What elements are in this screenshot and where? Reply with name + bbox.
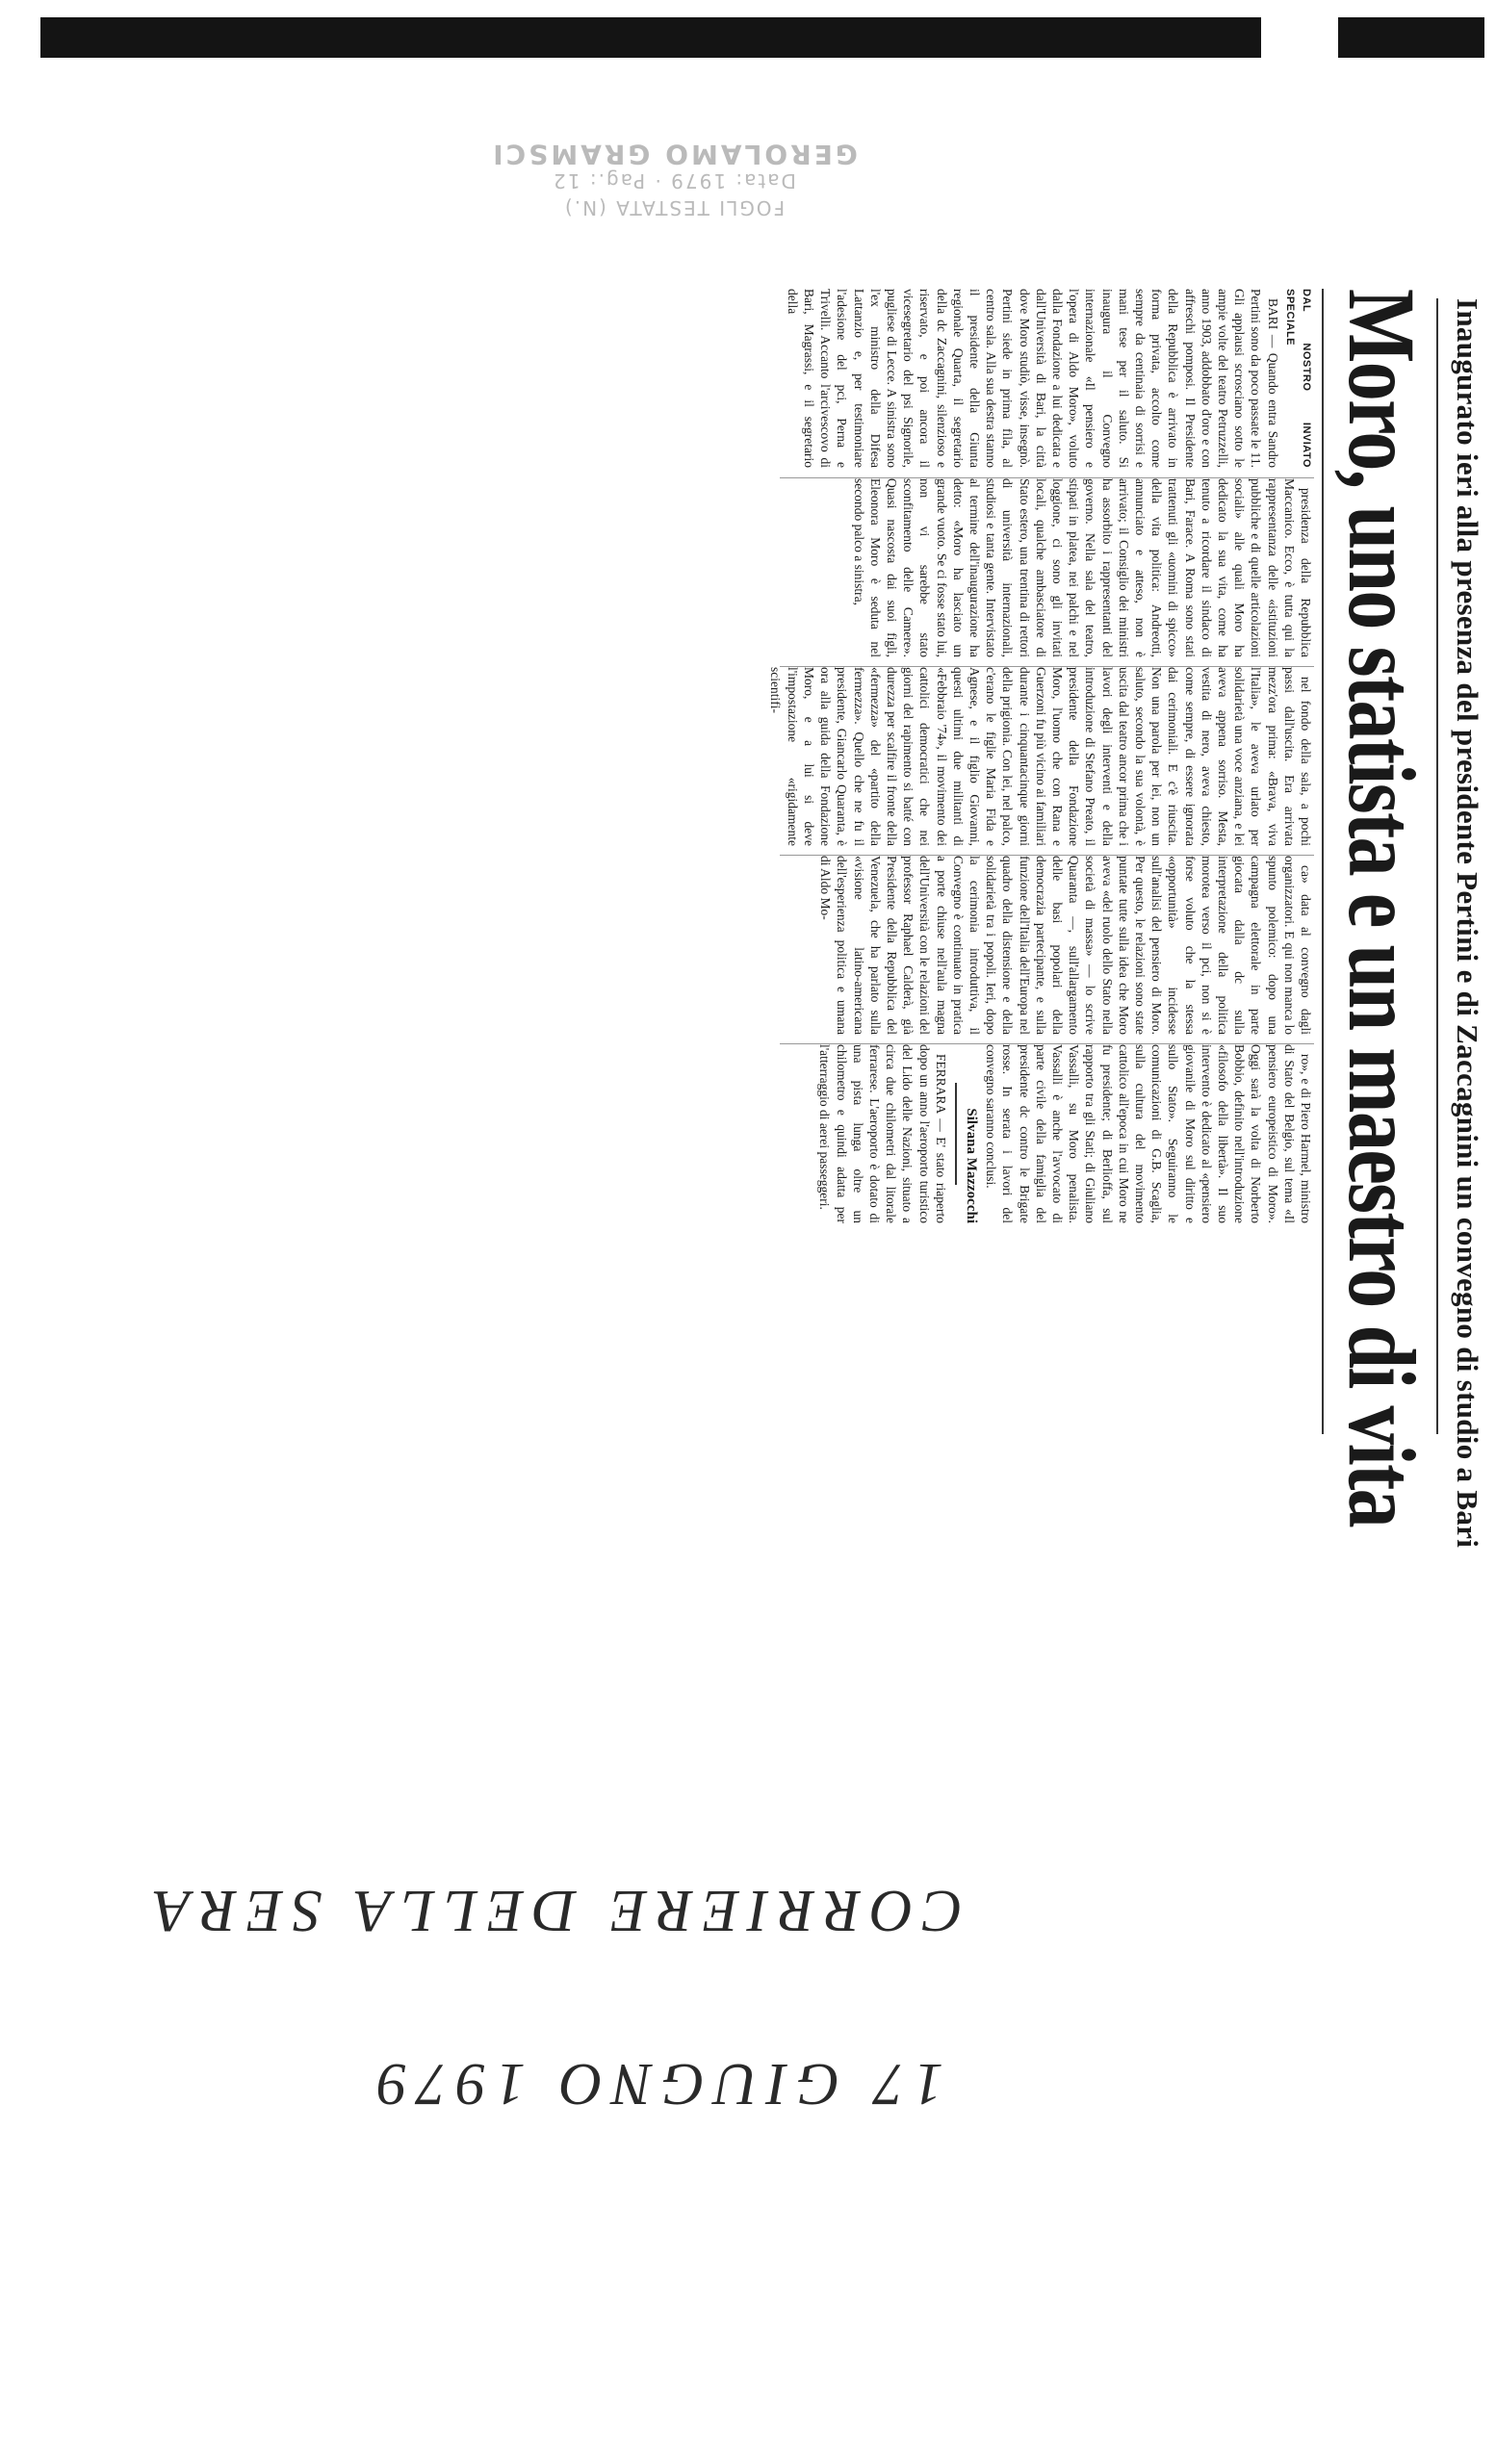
column-3-text: nel fondo della sala, a pochi passi dall'uscita. Era arrivata mezz'ora prima: «Brava, viva l'Italia», le aveva urlato per solidarietà una voce anziana, e lei aveva appena sorriso. Mesta, vestita di nero, aveva chiesto, come sempre, di essere ignorata dai cerimoniali. E c'è riuscita. Non una parola per lei, non un saluto, secondo la sua volontà, è uscita dal teatro ancor prima che i lavori degli interventi e della introduzione di Stefano Preato, il presidente della Fondazione Moro, l'uomo che con Rana e Guerzoni fu più vicino ai familiari durante i cinquantacinque giorni della prigionia. Con lei, nel palco, c'erano le figlie Maria Fida e Agnese, e il figlio Giovanni, questi ultimi due militanti di «Febbraio '74», il movimento dei cattolici democratici che nei giorni del rapimento si batté con durezza per scalfire il fronte della «fermezza» del «partito della fermezza». Quello che ne fu il presidente, Giancarlo Quaranta, è ora alla guida della Fondazione Moro, e a lui si deve l'impostazione «rigidamente scientifi- bbox=[768, 667, 1313, 846]
article-column-1 bbox=[780, 289, 1314, 468]
column-4-text: ca» data al convegno dagli organizzatori. E qui non manca lo spunto polemico: dopo una campagna elettorale in parte giocata dalla dc sulla interpretazione della politica morotea verso il pci, non si è forse voluto che la stessa «opportunità» incidesse sull'analisi del pensiero di Moro. Per questo, le relazioni sono state puntate tutte sulla idea che Moro aveva «del ruolo dello Stato nella società di massa» — lo scrive Quaranta —, sull'allargamento delle basi popolari della democrazia partecipante, e sulla funzione dell'Italia dell'Europa nel quadro della distensione e della solidarietà tra i popoli. Ieri, dopo la cerimonia introduttiva, il Convegno è continuato in pratica a porte chiuse nell'aula magna dell'Università con le relazioni del professor Raphael Calderà, già Presidente della Repubblica del Venezuela, che ha parlato sulla «visione latino-americana dell'esperienza politica e umana di Aldo Mo- bbox=[818, 856, 1313, 1035]
article-column-5 bbox=[780, 1043, 1314, 1223]
headline-rule bbox=[1322, 289, 1324, 1434]
article-byline: Silvana Mazzocchi bbox=[963, 1108, 979, 1223]
column-1-text: BARI — Quando entra Sandro Pertini sono da poco passate le 11. Gli applausi scrosciano sotto le ampie volte del teatro Petruzzelli, anno 1903, addobbato d'oro e con affreschi pomposi. Il Presidente della Repubblica è arrivato in forma privata, accolto come sempre da centinaia di sorrisi e mani tese per il saluto. Si inaugura il Convegno internazionale «Il pensiero e l'opera di Aldo Moro», voluto dalla Fondazione a lui dedicata e dall'Università di Bari, la città dove Moro studiò, visse, insegnò. Pertini siede in prima fila, al centro sala. Alla sua destra stanno il presidente della Giunta regionale Quarta, il segretario della dc Zaccagnini, silenzioso e riservato, e poi ancora il vicesegretario del psi Signorile, pugliese di Lecce. A sinistra sono l'ex ministro della Difesa Lattanzio e, per testimoniare l'adesione del pci, Perna e Trivelli. Accanto l'arcivescovo di Bari, Magrassi, e il segretario della bbox=[785, 289, 1280, 468]
handwritten-date: 17 GIUGNO 1979 bbox=[367, 2051, 943, 2117]
brief-text: FERRARA — E' stato riaperto dopo un anno l'aeroporto turistico del Lido delle Nazioni, situato a circa due chilometri dal litorale ferrarese. L'aeroporto è dotato di una pista lunga oltre un chilometro e quindi adatta per l'atterraggio di aerei passeggeri. bbox=[817, 1044, 948, 1223]
article-headline: Moro, uno statista e un maestro di vita bbox=[1328, 289, 1435, 1527]
article-dateline: DAL NOSTRO INVIATO SPECIALE bbox=[1283, 289, 1312, 468]
article-kicker: Inaugurato ieri alla presenza del presidente Pertini e di Zaccagnini un convegno di studio a Bari bbox=[1436, 298, 1492, 1434]
article-column-3 bbox=[768, 666, 1314, 846]
article-column-2 bbox=[780, 477, 1314, 657]
stamp-line-2: Data: 1979 · Pag.: 12 bbox=[552, 169, 796, 192]
archive-stamp bbox=[481, 106, 866, 221]
article-columns bbox=[768, 289, 1314, 1434]
stamp-line-1: FOGLI TESTATA (N.) bbox=[562, 196, 786, 219]
stamp-line-3: GEROLAMO GRAMSCI bbox=[490, 139, 858, 170]
handwritten-source: CORRIERE DELLA SERA bbox=[143, 1878, 963, 1943]
article-column-4 bbox=[780, 855, 1314, 1035]
scan-top-band-gap bbox=[1261, 17, 1338, 58]
brief-rule bbox=[955, 1083, 957, 1185]
column-2-text: presidenza della Repubblica Maccanico. Ecco, è tutta qui la rappresentanza delle «istituzioni pubbliche e di quelle articolazioni sociali» alle quali Moro ha dedicato la sua vita, come ha tenuto a ricordare il sindaco di Bari, Farace. A Roma sono stati trattenuti gli «uomini di spicco» della vita politica: Andreotti, annunciato e atteso, non è arrivato; il Consiglio dei ministri ha assorbito i rappresentanti del governo. Nella sala del teatro, stipati in platea, nei palchi e nel loggione, ci sono gli invitati locali, qualche ambasciatore di Stato estero, una trentina di rettori di università internazionali, studiosi e tanta gente. Intervistato al termine dell'inaugurazione ha detto: «Moro ha lasciato un grande vuoto. Se ci fosse stato lui, non vi sarebbe stato sconfitamento delle Camere». Quasi nascosta dai suoi figli, Eleonora Moro è seduta nel secondo palco a sinistra, bbox=[851, 478, 1313, 657]
clipping-frame bbox=[626, 279, 1492, 1549]
column-5-text: ro», e di Piero Harmel, ministro di Stato del Belgio, sul tema «Il pensiero europeistico di Moro». Oggi sarà la volta di Norberto Bobbio, definito nell'introduzione «filosofo della libertà». Il suo intervento è dedicato al «pensiero giovanile di Moro sul diritto e sullo Stato». Seguiranno le comunicazioni di G.B. Scaglia, sulla cultura del movimento cattolico all'epoca in cui Moro ne fu presidente; di Berlioffa, sul rapporto tra gli Stati; di Giuliano Vassalli, su Moro penalista. Vassalli è anche l'avvocato di parte civile della famiglia del presidente dc contro le Brigate rosse. In serata i lavori del convegno saranno conclusi. bbox=[984, 1044, 1313, 1223]
